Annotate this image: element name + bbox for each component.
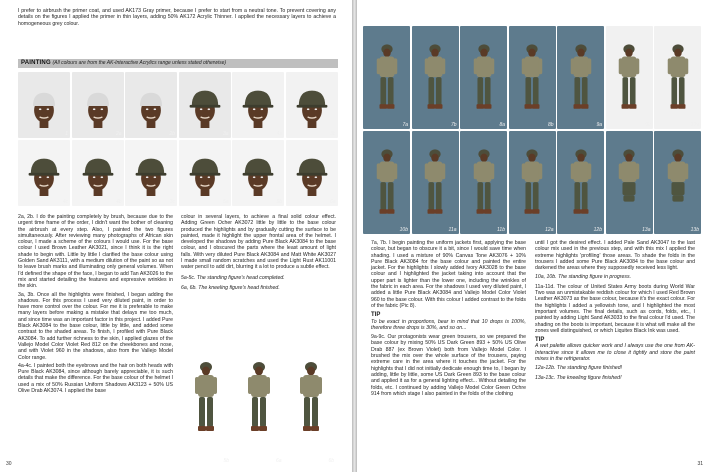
- photo-cell: [286, 72, 338, 138]
- page-number: 30: [6, 461, 12, 467]
- soldier-figure-icon: [470, 135, 498, 231]
- figure-head-icon: [22, 81, 66, 131]
- photo-cell: [509, 26, 556, 129]
- soldier-figure-icon: [373, 30, 401, 126]
- figure-head-icon: [76, 81, 120, 131]
- photo-label: 3b: [329, 131, 336, 137]
- photo-cell: [654, 26, 701, 129]
- tip-text: To be exact in proportions, bear in mind that 10 drops is 100%, therefore three drops is 30%, and so on...: [371, 318, 526, 331]
- soldier-figure-icon: [421, 135, 449, 231]
- soldier-figure-icon: [664, 135, 692, 231]
- photo-cell: [654, 131, 701, 234]
- photo-label: 2b: [169, 131, 175, 137]
- photo-label: 7a: [402, 122, 408, 128]
- painting-section-header: [18, 59, 338, 68]
- photo-label: 6a: [329, 198, 336, 205]
- photo-label: 13b: [690, 226, 699, 233]
- photo-cell: [286, 140, 338, 206]
- photo-cell: [363, 26, 410, 129]
- photo-cell: [460, 26, 507, 129]
- section-title: PAINTING: [21, 60, 51, 66]
- photo-cell: [286, 330, 336, 465]
- left-column-1: [18, 214, 173, 396]
- left-column-2: [181, 214, 336, 293]
- photo-label: 8b: [547, 122, 554, 128]
- photo-label: 2a: [115, 131, 122, 137]
- photo-label: 6a: [275, 458, 282, 464]
- paragraph: 7a, 7b. I begin painting the uniform jackets first, applying the base colour, but began to obscure it a bit, since I would save time when shading. I used a mixture of 90% Canvas Tone AK3076 + 10% Pure Black AK3084 for the base colour and painted the entire jacket. For the highlights I slowly added Ivory AK3028 to the base colour and I highlighted the jacket taking into account that the upper part is lighter than the lower one, including the wrinkles of the fabric in each area. For the shadows I used very diluted paint, I added a little Pure Black AK3084 and Vallejo Model Color Violet 960 to the base colour. With this colour I added contrast to the folds of the fabric (Pic 8).: [371, 240, 526, 309]
- intro-paragraph: I prefer to airbrush the primer coat, and used AK173 Gray primer, because I prefer to start from a neutral tone. To prevent covering any details on the figures I applied the primer in thin layers, adding 50% AK172 Acrylic Thinner. I applied the necessary layers to achieve a homogeneous grey colour.: [18, 8, 336, 27]
- paragraph: 2a, 2b. I do the painting completely by brush, because due to the urgent time frame of the order, I didn't want the bother of cleaning the airbrush at every step. Also, I painted the two figures simultaneously. After reviewing many photographs of African skin colour, I made a scheme of the colours I would use. For the base colour I used Brown Leather AK3021, since I think it is the right shade to begin with. Little by little I clarified the base colour using Golden Sand AK3111, with a medium dilution of the paint so as not to leave brush marks and illuminating only general volumes. When I'd defined the shape of the face, I began to add Tan AK3026 to the mix and started detailing the features and expressive wrinkles in the skin.: [18, 214, 173, 290]
- photo-label: 13a: [642, 226, 651, 233]
- soldier-figure-icon: [244, 334, 274, 462]
- section-note: (All colours are from the AK-Interactive Acrylics range unless stated otherwise): [52, 60, 227, 66]
- photo-cell: [179, 140, 231, 206]
- paragraph: 9a-9c. Our protagonists wear green trousers, so we prepared the base colour by mixing 50% US Dark Green 893 + 50% US Olive Drab 887 (ex Brown Violet) both from Vallejo Model Color. I brushed the mix over the whole surface of the trousers, paying extreme care in the area where it touches the jacket. For the highlights that I did not initially dedicate enough time to, I began by adding, little by little, some US Dark Green 893 to the base colour and applied it as for a general lighting effect... Without detailing the folds, etc. I continued by adding Vallejo Model Color Green Ochre 914 from which stage I also painted in the folds of the clothing: [371, 334, 526, 397]
- soldier-figure-icon: [615, 135, 643, 231]
- head-photo-grid: [18, 72, 338, 210]
- photo-cell: [72, 140, 124, 206]
- soldier-figure-icon: [567, 30, 595, 126]
- figure-head-icon: [22, 149, 66, 199]
- caption: 6a, 6b. The kneeling figure's head finished.: [181, 284, 280, 291]
- photo-cell: [606, 26, 653, 129]
- photo-label: 1: [65, 131, 68, 137]
- paragraph: 4a-4c. I painted both the eyebrows and the hair on both heads with Pure Black AK3084, since although barely appreciable, it is such details that make the difference. For the base colour of the helmet I used a mix of 50% Russian Uniform Shadows AK3123 + 50% US Olive Drab AK3074. I applied the base: [18, 362, 173, 395]
- photo-cell: [412, 131, 459, 234]
- photo-cell: [232, 140, 284, 206]
- right-column-1: [371, 240, 526, 399]
- photo-cell: [557, 26, 604, 129]
- photo-label: 3a: [222, 131, 229, 137]
- right-column-2: [535, 240, 695, 383]
- photo-cell: [18, 72, 70, 138]
- caption: 10a, 10b. The standing figure in progress.: [535, 274, 632, 281]
- figure-head-icon: [76, 149, 120, 199]
- photo-label: 11b: [497, 226, 505, 233]
- soldier-figure-icon: [191, 334, 221, 462]
- soldier-figure-icon: [567, 135, 595, 231]
- right-page: [357, 0, 709, 472]
- tip-heading: TIP: [535, 337, 545, 344]
- paragraph: until I got the desired effect. I added Pale Sand AK3047 to the last colour mix used in the previous step, and with this mix I applied the extreme highlights 'profiling' those areas. To shade the folds in the trousers I added some Pure Black AK3084 to the base colour and darkened the areas where they supposedly received less light.: [535, 240, 695, 272]
- photo-label: 4a: [276, 131, 282, 137]
- soldier-figure-icon: [470, 30, 498, 126]
- photo-cell: [72, 72, 124, 138]
- photo-cell: [363, 131, 410, 234]
- page-number: 31: [697, 461, 703, 467]
- figure-photo-grid: [363, 26, 703, 234]
- paragraph: 3a, 3b. Once all the highlights were finished, I began adding the shadows. For this process I used very diluted paint, in order to have more control over the colour. For me it is preferable to make many layers before making a mistake that delays me too much, and since time was an important factor in this project. I added Pure Black AK3084 to the base colour, little by little, and added some contrast to the shaded areas. To finish, I profiled with Pure Black AK3084. To add further richness to the skin, I applied glazes of the Vallejo Model Color Violet Red 812 on the cheekbones and nose, and with Violet 960 in the shadows, also from the Vallejo Model Color range.: [18, 291, 173, 361]
- soldier-figure-icon: [664, 30, 692, 126]
- photo-label: 6b: [328, 458, 334, 464]
- photo-cell: [234, 330, 284, 465]
- soldier-figure-icon: [518, 135, 546, 231]
- left-page: [0, 0, 352, 472]
- photo-label: 10a: [690, 122, 699, 128]
- photo-label: 10b: [399, 226, 408, 233]
- photo-label: 11a: [448, 226, 457, 233]
- photo-cell: [412, 26, 459, 129]
- photo-label: 4c: [62, 198, 68, 205]
- photo-label: 3c: [169, 198, 175, 205]
- soldier-figure-icon: [373, 135, 401, 231]
- photo-cell: [557, 131, 604, 234]
- soldier-figure-icon: [518, 30, 546, 126]
- paragraph: 11a-11d. The colour of United States Army boots during World War Two was an unmistakable reddish colour for which I used Red Brown Leather AK3073 as the base colour, because it's the exact colour. For the highlights I added a yellowish tone, and I highlighted the most important volumes. The final details, such as cords, folds, etc., I painted by adding Light Sand AK3033 to the final colour I'd used. The shading on the boots is important, because it is what will make all the zones well distinguished, or which Liquitex Black Ink was used.: [535, 283, 695, 334]
- photo-label: 12a: [545, 226, 554, 233]
- photo-cell: [125, 140, 177, 206]
- photo-cell: [232, 72, 284, 138]
- figure-head-icon: [129, 81, 173, 131]
- photo-label: 12b: [593, 226, 602, 233]
- photo-cell: [179, 72, 231, 138]
- photo-label: 4b: [115, 198, 122, 205]
- tip-heading: TIP: [371, 312, 381, 319]
- photo-label: 8a: [499, 122, 505, 128]
- figure-head-icon: [236, 149, 280, 199]
- photo-label: 9a: [596, 122, 602, 128]
- figure-head-icon: [183, 149, 227, 199]
- photo-label: 5b: [276, 198, 282, 205]
- paragraph: colour in several layers, to achieve a final solid colour effect. Adding Green Ocher AK3072 little by little to the base colour produced the highlights and by gradually cutting the surface to be painted, made it highlight the upper frontal area of the helmet. I developed the shadows by adding Pure Black AK3084 to the base colour, and I obscured the parts where the least amount of light falls. With very diluted Pure Black AK3084 and Matt White AK3027 I made small random scratches and used the Light Rust AK11001 water pencil to add dirt, blurring it a lot to produce a subtle effect.: [181, 214, 336, 271]
- figure-head-icon: [290, 81, 334, 131]
- photo-cell: [181, 330, 231, 465]
- caption: 12a-12b. The standing figure finished!: [535, 365, 623, 372]
- standing-figure-photos: [181, 330, 336, 465]
- photo-label: 7b: [450, 122, 457, 128]
- caption: 13a-13c. The kneeling figure finished!: [535, 374, 622, 381]
- figure-head-icon: [236, 81, 280, 131]
- photo-cell: [606, 131, 653, 234]
- photo-label: 9b: [644, 122, 651, 128]
- soldier-figure-icon: [615, 30, 643, 126]
- figure-head-icon: [183, 81, 227, 131]
- soldier-figure-icon: [421, 30, 449, 126]
- photo-cell: [18, 140, 70, 206]
- tip-text: A wet palette allows quicker work and I always use the one from AK-Interactive since it allows me to close it tightly and store the paint mixes in the refrigerator.: [535, 343, 695, 363]
- soldier-figure-icon: [296, 334, 326, 462]
- photo-cell: [460, 131, 507, 234]
- caption: 5a-5c. The standing figure's head completed.: [181, 274, 285, 281]
- figure-head-icon: [129, 149, 173, 199]
- photo-cell: [509, 131, 556, 234]
- photo-cell: [125, 72, 177, 138]
- figure-head-icon: [290, 149, 334, 199]
- photo-label: 5b: [223, 458, 229, 464]
- photo-label: 5a: [222, 198, 229, 205]
